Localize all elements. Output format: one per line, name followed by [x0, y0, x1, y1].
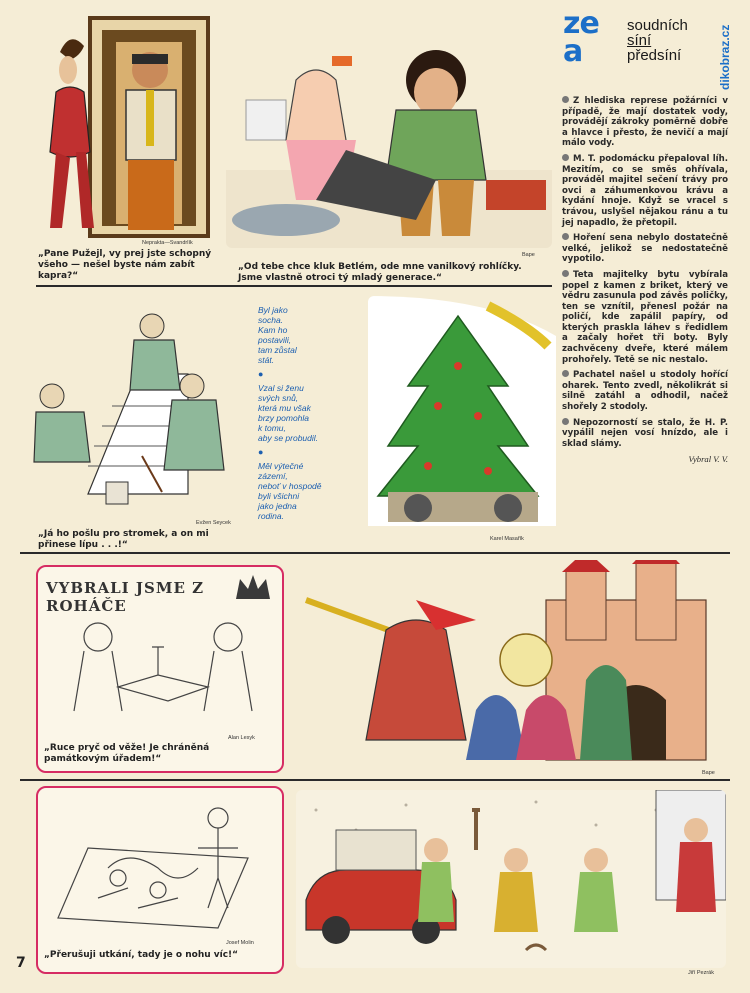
cartoon-4-credit: Karel Masařík [490, 536, 524, 542]
rohac-box-2 [36, 786, 284, 974]
cartoon-2-caption: „Od tebe chce kluk Betlém, ode mne vanilkový rohlíčky. Jsme vlastně otroci tý mladý generace.“ [238, 262, 522, 283]
cartoon-6-art [296, 560, 726, 768]
rohac-box-1 [36, 565, 284, 773]
column-item: Hoření sena nebylo dostatečně velké, jelikož se nedostatečně vypotilo. [562, 233, 728, 265]
page-number: 7 [16, 955, 26, 971]
divider-2 [20, 552, 730, 554]
cartoon-2-credit: Bape [522, 252, 535, 258]
cartoon-1-art [20, 12, 220, 238]
cartoon-8-art [296, 790, 726, 968]
column-item: M. T. podomácku přepaloval líh. Mezitím, co se směs ohřívala, prováděl majitel sečení trávy pro ovci a záhumenkovou krávu a kydání hnoje. Když se vracel s trávou, uslyšel nějakou ránu a tu jej napadlo, že přetopil. [562, 153, 728, 228]
bullet-icon [562, 370, 569, 377]
bullet-icon [562, 96, 569, 103]
masthead-ze: ze a [563, 6, 599, 69]
cartoon-7-caption: „Přerušuji utkání, tady je o nohu víc!“ [44, 950, 239, 960]
poem-bullet-icon: ● [258, 447, 264, 457]
crown-icon [234, 573, 272, 603]
rohac-title: VYBRALI JSME Z ROHÁČE [46, 579, 205, 615]
poem-stanza-2: Vzal si ženu svých snů, která mu však brzy pomohla k tomu, aby se probudil. [258, 383, 319, 443]
cartoon-7-credit: Josef Molin [226, 940, 254, 946]
cartoon-6-credit: Bape [702, 770, 715, 776]
bullet-icon [562, 270, 569, 277]
divider-1 [36, 285, 552, 287]
cartoon-8-credit: Jiří Pezrák [688, 970, 714, 976]
cartoon-1-caption: „Pane Pužejl, vy prej jste schopný všeho — nešel byste nám zabít kapra?“ [38, 249, 212, 281]
column-item: Pachatel našel u stodoly hořící oharek. Tento zvedl, několikrát si silně zatáhl a odhodil, načež shořely 2 stodoly. [562, 370, 728, 413]
court-column [562, 96, 728, 465]
divider-3 [20, 779, 730, 781]
cartoon-5-art [48, 607, 272, 727]
bullet-icon [562, 154, 569, 161]
poem-stanza-1: Byl jako socha. Kam ho postavili, tam zůstal stát. [258, 305, 297, 365]
column-item: Z hlediska represe požárníci v případě, že mají dostatek vody, provádějí zákroky poměrně dobře a hlavce i přesto, že nevičí a mají málo vody. [562, 96, 728, 149]
poem-bullet-icon: ● [258, 369, 264, 379]
column-signature: Vybral V. V. [688, 454, 728, 465]
poem-stanza-3: Měl výtečné zázemí, neboť v hospodě byli všichni jako jedna rodina. [258, 461, 322, 521]
cartoon-7-art [48, 798, 272, 934]
cartoon-3-credit: Evžen Seycek [196, 520, 231, 526]
column-item: Teta majitelky bytu vybírala popel z kamen z briket, který ve vědru zasunula pod závěs poličky, ten se vznítil, přenesl požár na poličí, kde zapálil papíry, od kterých praskla láhev s ředidlem a začaly hořet tři boty. Byly zachvěceny dveře, které málem prohořely. Tetě se nic nestalo. [562, 269, 728, 365]
column-item: Nepozorností se stalo, že H. P. vypálil nejen vosí hnízdo, ale i sklad slámy. [562, 417, 728, 449]
cartoon-2-art [226, 40, 552, 248]
cartoon-1-credit: Neprakta—Svandrlík [142, 240, 193, 246]
bullet-icon [562, 233, 569, 240]
cartoon-4-art [368, 296, 556, 532]
cartoon-3-art [22, 296, 254, 512]
masthead-title: soudních síní předsíní [627, 17, 688, 64]
watermark: dikobraz.cz [718, 24, 732, 90]
bullet-icon [562, 418, 569, 425]
cartoon-5-credit: Alan Lesyk [228, 735, 255, 741]
cartoon-5-caption: „Ruce pryč od věže! Je chráněná památkovým úřadem!“ [44, 743, 210, 764]
cartoon-3-caption: „Já ho pošlu pro stromek, a on mi přinese lípu . . .!“ [38, 529, 209, 550]
poem [258, 305, 373, 525]
